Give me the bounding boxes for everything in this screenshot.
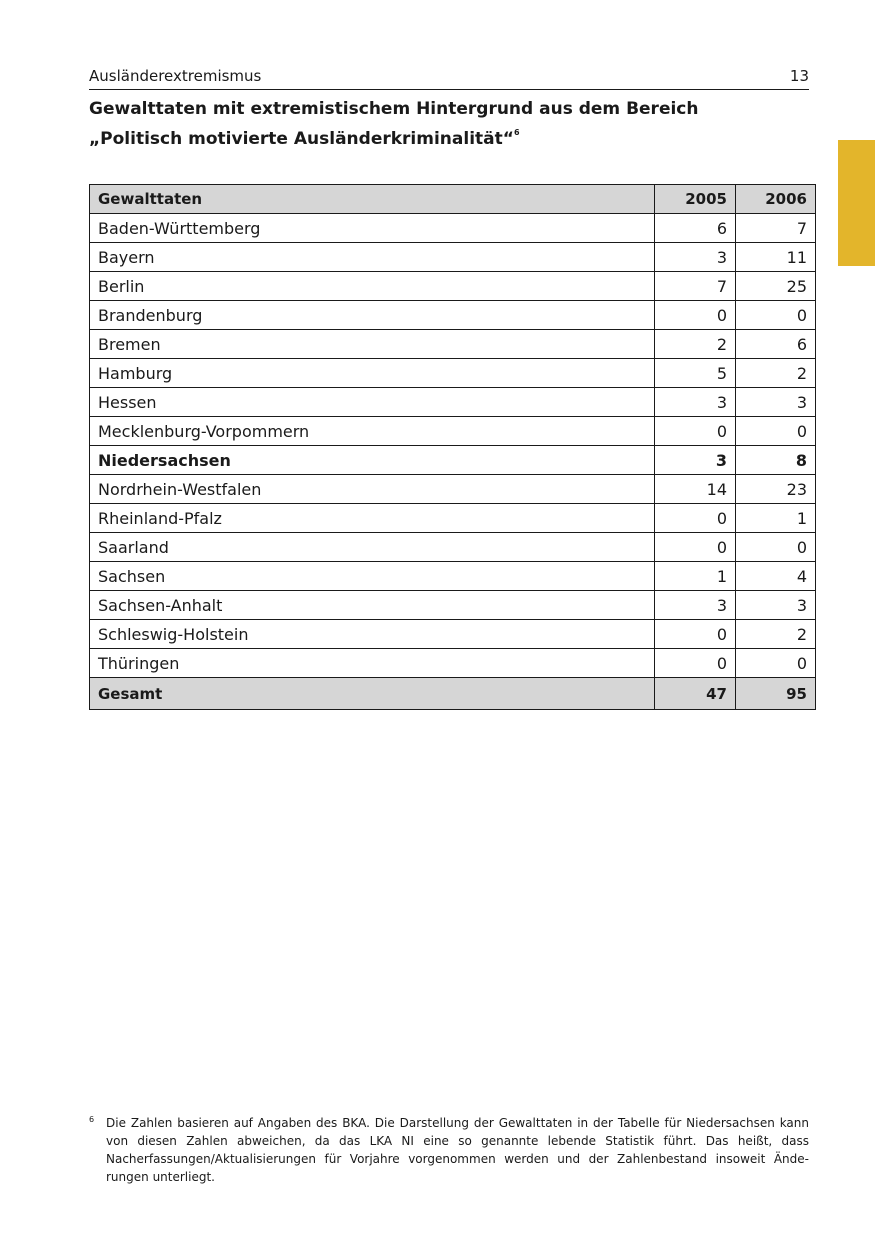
total-2006: 95 [736, 678, 816, 710]
row-value-2005: 0 [655, 504, 736, 533]
running-header [89, 66, 809, 90]
row-value-2006: 3 [736, 388, 816, 417]
row-value-2005: 7 [655, 272, 736, 301]
row-state: Bremen [90, 330, 655, 359]
row-value-2006: 2 [736, 359, 816, 388]
table-total-row [90, 678, 816, 710]
row-value-2005: 3 [655, 591, 736, 620]
table-row [90, 446, 816, 475]
row-value-2005: 0 [655, 301, 736, 330]
row-value-2005: 3 [655, 446, 736, 475]
row-state: Nordrhein-Westfalen [90, 475, 655, 504]
table-row [90, 272, 816, 301]
table-row [90, 620, 816, 649]
row-value-2005: 14 [655, 475, 736, 504]
row-state: Sachsen [90, 562, 655, 591]
row-state: Hamburg [90, 359, 655, 388]
table-row [90, 301, 816, 330]
row-value-2006: 0 [736, 649, 816, 678]
row-value-2006: 0 [736, 533, 816, 562]
row-value-2006: 7 [736, 214, 816, 243]
total-2005: 47 [655, 678, 736, 710]
table-row [90, 562, 816, 591]
row-state: Hessen [90, 388, 655, 417]
row-value-2005: 0 [655, 533, 736, 562]
row-value-2006: 0 [736, 417, 816, 446]
row-state: Mecklenburg-Vorpommern [90, 417, 655, 446]
footnote [89, 1114, 809, 1186]
table-title [89, 97, 809, 151]
row-state: Sachsen-Anhalt [90, 591, 655, 620]
row-value-2006: 1 [736, 504, 816, 533]
row-value-2006: 25 [736, 272, 816, 301]
row-value-2005: 6 [655, 214, 736, 243]
row-state: Brandenburg [90, 301, 655, 330]
row-value-2005: 0 [655, 649, 736, 678]
table-body [90, 214, 816, 678]
row-state: Bayern [90, 243, 655, 272]
table-row [90, 533, 816, 562]
row-value-2006: 11 [736, 243, 816, 272]
row-value-2006: 8 [736, 446, 816, 475]
table-row [90, 388, 816, 417]
table-row [90, 330, 816, 359]
total-label: Gesamt [90, 678, 655, 710]
row-value-2006: 2 [736, 620, 816, 649]
page-number: 13 [789, 67, 809, 85]
row-value-2005: 3 [655, 388, 736, 417]
row-state: Thüringen [90, 649, 655, 678]
table-header-row [90, 185, 816, 214]
column-header-category: Gewalttaten [90, 185, 655, 214]
row-value-2006: 3 [736, 591, 816, 620]
row-value-2005: 0 [655, 620, 736, 649]
row-value-2005: 0 [655, 417, 736, 446]
column-header-2006: 2006 [736, 185, 816, 214]
table-row [90, 475, 816, 504]
column-header-2005: 2005 [655, 185, 736, 214]
table-title-line-1: Gewalttaten mit extremistischem Hintergrund aus dem Bereich [89, 99, 699, 119]
row-state: Schleswig-Holstein [90, 620, 655, 649]
row-value-2006: 23 [736, 475, 816, 504]
row-state: Saarland [90, 533, 655, 562]
row-state: Baden-Württemberg [90, 214, 655, 243]
section-title: Ausländerextremismus [89, 67, 262, 85]
row-value-2005: 1 [655, 562, 736, 591]
table-row [90, 243, 816, 272]
row-value-2006: 6 [736, 330, 816, 359]
row-value-2006: 0 [736, 301, 816, 330]
table-row [90, 417, 816, 446]
footnote-marker: 6 [89, 1115, 95, 1124]
row-value-2005: 2 [655, 330, 736, 359]
table-row [90, 214, 816, 243]
chapter-tab-marker [838, 140, 875, 266]
row-value-2006: 4 [736, 562, 816, 591]
footnote-reference: 6 [513, 128, 520, 137]
table-row [90, 649, 816, 678]
row-value-2005: 3 [655, 243, 736, 272]
statistics-table [89, 184, 816, 710]
table-title-line-2-text: „Politisch motivierte Ausländerkriminalität“ [89, 129, 514, 149]
table-row [90, 591, 816, 620]
footnote-text: Die Zahlen basieren auf Angaben des BKA. Die Darstellung der Gewalttaten in der Tabelle für Niedersachsen kann von diesen Zahlen abweichen, da das LKA NI eine so genannte lebende Statistik führt. Das heißt, dass Nacherfassungen/Aktualisierungen für Vorjahre vorgenommen werden und der Zahlenbestand insoweit Ände-rungen unterliegt. [106, 1116, 809, 1184]
row-state: Niedersachsen [90, 446, 655, 475]
row-state: Berlin [90, 272, 655, 301]
row-state: Rheinland-Pfalz [90, 504, 655, 533]
table-row [90, 504, 816, 533]
table-row [90, 359, 816, 388]
row-value-2005: 5 [655, 359, 736, 388]
table-title-line-2 [89, 121, 809, 151]
